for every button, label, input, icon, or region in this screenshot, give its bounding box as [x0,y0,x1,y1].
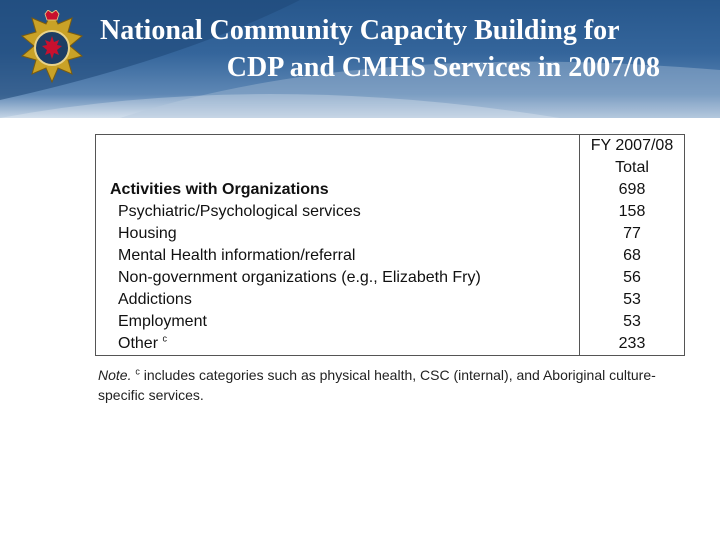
row-label: Non-government organizations (e.g., Elizabeth Fry) [96,267,580,289]
table-row [96,179,685,201]
table-header-row [96,157,685,179]
csc-badge-icon [18,10,86,84]
table-row [96,289,685,311]
row-label: Employment [96,311,580,333]
page-title [100,12,660,86]
row-label: Mental Health information/referral [96,245,580,267]
header-banner [0,0,720,118]
footnote [98,365,658,405]
title-line-2: CDP and CMHS Services in 2007/08 [226,52,660,83]
row-value: 53 [580,311,685,333]
row-value: 233 [580,333,685,356]
note-prefix: Note. [98,367,132,383]
footnote-marker: c [135,366,140,377]
column-header-total: Total [580,157,685,179]
section-label: Activities with Organizations [96,179,580,201]
services-table [95,134,685,356]
section-total: 698 [580,179,685,201]
footnote-marker: c [162,333,167,344]
table-row [96,201,685,223]
table-header-row [96,135,685,158]
row-label: Addictions [96,289,580,311]
header-empty-cell [96,157,580,179]
row-value: 53 [580,289,685,311]
row-label-text: Other [118,335,159,352]
row-label: Psychiatric/Psychological services [96,201,580,223]
table-row [96,245,685,267]
header-empty-cell [96,135,580,158]
table-row [96,311,685,333]
row-label: Housing [96,223,580,245]
title-line-1: National Community Capacity Building for [100,15,620,46]
row-value: 158 [580,201,685,223]
table-row [96,223,685,245]
table-row [96,333,685,356]
row-value: 77 [580,223,685,245]
note-text: includes categories such as physical health, CSC (internal), and Aboriginal culture-specific services. [98,367,656,403]
row-value: 68 [580,245,685,267]
table-row [96,267,685,289]
column-header-fy: FY 2007/08 [580,135,685,158]
row-label [96,333,580,356]
row-value: 56 [580,267,685,289]
